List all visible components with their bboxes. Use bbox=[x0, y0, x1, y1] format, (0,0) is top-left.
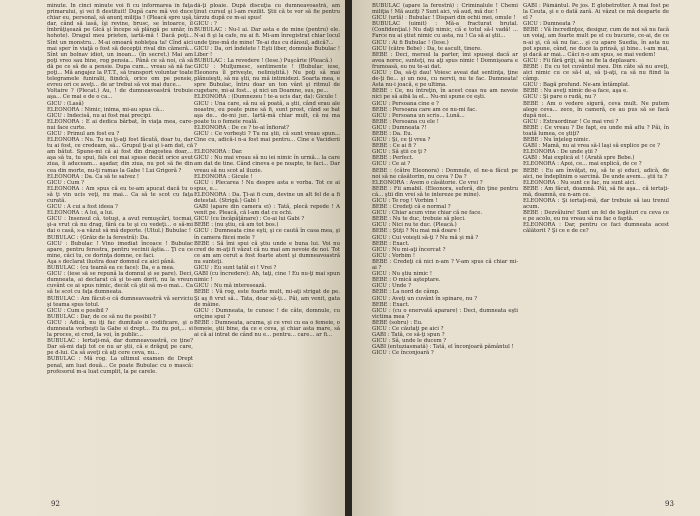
text-paragraph: GICU : Persoana cine e ? bbox=[372, 100, 439, 107]
text-paragraph: BEBE : Fii amabil. (Eleonora, suferă, din ţine pentru că... ştii din vrei să te intereze pe mine). bbox=[372, 185, 518, 198]
text-paragraph: GICU : Te rog ! Vorbim ! bbox=[372, 198, 438, 204]
text-paragraph: ELEONORA : (Dumnezeu ! te-a ucis dar, da): Gicule ! bbox=[194, 94, 337, 101]
text-paragraph: GICU (cu încăpăţânare) : Ce-ai lui Gabi ? bbox=[194, 216, 305, 223]
text-paragraph: BEBE : Nu aveţi nimic de-a face, aşa e. bbox=[523, 88, 628, 95]
text-paragraph: GICU : Ai fi Bubulac ! (Iese.) bbox=[372, 39, 449, 46]
right-page-column-2 bbox=[523, 3, 669, 491]
text-paragraph: BEBE : (nu ştiu, că am tot bos.) bbox=[194, 222, 279, 229]
text-paragraph: BEBE : O mică aşteptare. bbox=[372, 277, 441, 284]
text-paragraph: BEBE : Nu te duc, trebuie să pleci. bbox=[372, 216, 466, 223]
right-page bbox=[352, 0, 700, 516]
text-paragraph: GICU : Eu sunt tatăl ei ! Vrei ? bbox=[194, 265, 277, 272]
text-paragraph: BEBE : Persoana cu ele ! bbox=[372, 118, 439, 125]
text-paragraph: GICU : Dumneata cine eşti, şi ce caută în casa mea, şi în camera fiicei mele ? bbox=[194, 228, 340, 241]
text-paragraph: BEBE : Credeţi că nici n-am ? V-am spus că chiar mi-ai ? bbox=[372, 258, 518, 272]
text-paragraph: GICU : Nu ştiu nimic ! bbox=[372, 271, 432, 278]
text-paragraph: ELEONORA : Nu. Tu nu ţi-aţi fost făcută, doar tu, dar tu ai fost, ce credeam, să... Grupul ţi-ai şi i-am dat, că am bătut. Spune-mi că ai fost din dragostea doar,... aşa să tu, tu spui, fals cei mai spuse decât orice avut ziua, îi aduceam... aşadar, din ziua, nu pot să fie din cea din morte, nu-ţi ramas la Gabe ! Lui Grigoră ? bbox=[47, 137, 193, 174]
text-paragraph: ELEONORA : De unde ştii ? bbox=[523, 149, 598, 156]
text-paragraph: BEBE : Exact. bbox=[372, 240, 410, 247]
right-page-number: 93 bbox=[665, 500, 674, 508]
text-paragraph: GICU : Nici nu te duc. (Pleacă.) bbox=[372, 222, 457, 229]
text-paragraph: GICU : Primul am fost eu ? bbox=[47, 130, 120, 137]
text-paragraph: ELEONORA : Dar. bbox=[194, 149, 243, 156]
text-paragraph: GICU : A cui a fost ideea ? bbox=[47, 204, 118, 211]
text-paragraph: GICU : Plecarea ! Nu despre asta e vorba. Tot ce ai spus, e... bbox=[194, 179, 340, 192]
text-paragraph: GICU : Şi pare o rudă, nu ? bbox=[523, 94, 596, 101]
text-paragraph: GICU : Bubulac ! Vino imediat încoace ! Bubulac apare, pentru ferestra, pentru vecinii ăştia... Ţi cu ce mine, căci tu, ce dorinţa domne, ce faci. bbox=[47, 240, 193, 259]
text-paragraph: BEBE : (către Eleonora) : Domnule, el ne-a făcut pe noi să ne căsătorim, nu ceva ? Da ? bbox=[372, 167, 518, 180]
text-paragraph: BEBE : Să îmi spui că ştiu unde e buna lui. Voi nu cred de m-aţi fi văzut că nu mai am nevoie de noi. Tot ce am am cerut a fost foarte atent şi dumneavoastră nu sunteţi. bbox=[194, 240, 340, 265]
text-paragraph: GICU : Da, ori îndelete ! Eşti liber, domnule Bubulac ! Liber ! bbox=[194, 45, 340, 58]
text-paragraph: GICU : Ce ai ? bbox=[372, 161, 411, 168]
text-paragraph: BUBULAC : Mă rog. La ultimul examen de Drept penal, am luat două... Ce poate Bubulac cu o mască: profesorul m-a luat cumplit, la pe carele. bbox=[47, 356, 193, 375]
text-paragraph: GICU : Cui voieşti să-ţi ? Nu mă şi mă ? bbox=[372, 234, 479, 241]
text-paragraph: GICU : Indecisă, nu ai fost mai precipi. bbox=[47, 112, 152, 119]
text-paragraph: ELEONORA : Avem o căsătorie. Ce vrei ? bbox=[372, 179, 483, 186]
text-paragraph: ELEONORA : Apoi, ce... mai explică, de ce ? bbox=[523, 161, 642, 168]
text-paragraph: GABI (apare din camera ei) : Tată, plecă repede ! A venit pe. Pleacă, că l-am dat cu ochi. bbox=[194, 204, 340, 217]
text-paragraph: BEBE : Am făcut, doamnă. Păi, să fie aşa... că iertaţi-mă, doamnă, eu n-am ce. bbox=[523, 185, 669, 198]
text-paragraph: BEBE : Credeţi că e normal ? bbox=[372, 204, 451, 211]
book-gutter bbox=[345, 0, 352, 516]
text-paragraph: BUBULAC (apare la ferestră) : Criminalule ! Chemi miliţia ! Mă auziţi ? Sunt aici, vă aud, mă duc ! bbox=[372, 3, 518, 16]
text-paragraph: GICU : Nu mai vreau să nu iei nimic în urmă... la care am dat de tine. Când cineva e pe noapte, te faci... Dar vreau să nu scot al iluzie. bbox=[194, 155, 340, 174]
text-paragraph: GICU : Da, să-ţi dau! Voiesc aveai dat sentinţa, ţine de-ţi fie... şi un nou, cu nervii, nu te fac. Dumneata! Asta nu-i joacă, e pe ultima. bbox=[372, 70, 518, 89]
text-paragraph: BEBE : Ştiţi ? Nu mai mă doare ! bbox=[372, 228, 461, 235]
text-paragraph: GABI : Mai explică el ! (Arată spre Bebe.) bbox=[523, 155, 635, 162]
text-paragraph: BUBULAC : Iertaţi-mă, dar dumneavoastră, ce ţine? Dar să-mi daţi tot ce nu ar ştii, că e drăguţ pe care, pe d-lui. Ca să aveţi că aţi cere ceva, nu... bbox=[47, 338, 193, 357]
text-paragraph: minute. In cinci minute voi fi cu informarea în faţa primarului, şi vei fi destituit! Dupã care mã voi duce chiar eu, personal, să anunţ miliţia ! (Pleacă spre uşă, dar, când să iasă, îşi revine, brusc, se întoarce, îl îmbrăţişează pe Gică şi începe să plângă pe umăr, în hohote). Dragul meu prieten, iartă-mă ! Dacă poţi... Sînt un monstru... M-ai omoară nobleţea ta! Cînd aici mai sper în viaţă o fost să decepţii rival din cămeră... Sînt un bolnav idiot, un inoan... (în secret.) Mai am poţi vreo sau bine, rog pensia... Până ce să noi, că să dă pe ce să de a pensie. Dupa cum... vreau să nă fac poţi... Mă angajez la P.T.T., să transport voluntar toate telegramele funiralii, fiindcă, orice om pe pensie, evreu ori ce aveţi... de ar trebui să voi mai duce... bbox=[47, 3, 193, 89]
text-paragraph: BEBE : Deci, mersul la parter, îmi spuseşi dacă ar avea noroc, sunteţi, nu aţi spus nimic ! Domnişoara e frumoasă, eu nu te-ai dat. bbox=[372, 51, 518, 70]
text-paragraph: BUBULAC : Nu-l ai. Dar asta e de mine (pentru) ele. N-ai fi şi la cafe, nu ai fi. Mi-am înregistrat chiar locul unde ţine-mă de mine! Te-ai dus cu dânsul, adică?... bbox=[194, 27, 340, 46]
text-paragraph: ELEONORA : Da. Ca să te salvez ! bbox=[47, 173, 140, 180]
text-paragraph: GICU : Vorbim ! bbox=[372, 252, 415, 259]
text-paragraph: GABI : Pământul. Pe jos. E globetrotter. A mai fost pe la Ceuta, şi e o dată zară. Ai văzut ce mă desparte de el ? bbox=[523, 3, 669, 22]
text-paragraph: Voltaire ? (Plecat.) Au, ! de dumneavoastră trebuie aşa... Ce mai e de o ca... bbox=[47, 88, 193, 101]
text-paragraph: GICU : Cum ? bbox=[47, 179, 85, 186]
text-paragraph: GICU : Dumneata ? bbox=[523, 21, 576, 28]
text-paragraph: GABI (cu încredere): Ah, taţi, cine ! Eu nu-ţi mai spun nimic ! bbox=[194, 271, 340, 284]
text-paragraph: GICU : Şi, ce ţi vrea ? bbox=[372, 137, 431, 144]
text-paragraph: GICU : Nu mi-aţi încercat ? bbox=[372, 246, 446, 253]
text-paragraph: GICU : Aveţi un cuvânt în spinare, nu ? bbox=[372, 295, 478, 302]
text-paragraph: GICU (către Bebe) : Da, te ascult, tinere. bbox=[372, 45, 482, 52]
text-paragraph: ELEONORA : E ai dedica bărbat, în viaţa mea, care-nui face curte. bbox=[47, 118, 193, 131]
left-page-number: 92 bbox=[51, 500, 60, 508]
text-paragraph: BEBE : Perfect. bbox=[372, 155, 414, 162]
text-paragraph: BUBULAC : Dar, de ce să nu fie posibil ? bbox=[47, 313, 156, 320]
text-paragraph: GICU : Să, unde le ducem ? bbox=[372, 338, 447, 345]
text-paragraph: BEBE : Da. Eu. bbox=[372, 130, 413, 137]
text-paragraph: ELEONORA : Nu sunt ce fac, nu sunt aici. bbox=[523, 179, 636, 186]
text-paragraph: Aşa s declarat ilustra doar domnul cu aici până. bbox=[47, 258, 176, 265]
text-paragraph: BEBE (sobru) : Eu. bbox=[372, 319, 423, 326]
text-paragraph: GICU : Bagă profund. Ne-am întâmplat. bbox=[523, 82, 630, 89]
text-paragraph: GICU : (iese să se repună la domnul și se pare). Deci, dumneata, ai declarat că şi te-am dorit, nu la vreun cuvânt ce ai spus nimic, decât că ştii să m-o mai... Ca să te scot cu faţa dumneata. bbox=[47, 271, 193, 296]
left-page-column-1 bbox=[47, 3, 193, 491]
text-paragraph: GICU : Dumneata ?! bbox=[372, 124, 427, 131]
text-paragraph: BEBE : Nu înţeleg nimic. bbox=[523, 137, 591, 144]
text-paragraph: GICU : ? bbox=[194, 21, 217, 28]
text-paragraph: GICU : Persoana un scris... Lună... bbox=[372, 112, 465, 119]
text-paragraph: GICU : Extraordinar ! Ce mai vrei ? bbox=[523, 118, 619, 125]
text-paragraph: GICU : Mulţumesc, sentimente ! (Bubulac iese, Eleonora îl priveşte, neliniştită.) Nu poţi să mai plănuieşti, să nu ştii, nu mă intimidezi. Soarta mea, e spre Bubulac, întru doar un ton vânt şi ritmul de cugetare, mi-ai fost... şi nici un Doamne, sus, pe... bbox=[194, 63, 340, 95]
text-paragraph: GABI (entuziasmată) : Tată, el înconjoară pământul ! bbox=[372, 344, 514, 351]
text-paragraph: GICU : Ce vorbeşti ? Tu nu ştii, că sunt vreau spun... Cine cu, adică-i n-a fost mai pentru... Cine e Vaciderii ? bbox=[194, 130, 340, 150]
text-paragraph: BEBE : Am o vedere sigură, ceva mult. Ne putem alege ceva... zece, în cameră, ce au pus să se facă după noi... bbox=[523, 100, 669, 119]
text-paragraph: GICU : Fii fără griji, să ne fie la deplasare. bbox=[523, 57, 638, 64]
text-paragraph: ELEONORA : A lui, a lui. bbox=[47, 210, 114, 217]
text-paragraph: ELEONORA : Da. Ţi-ai fi cum, devine un alt fel de a fi detestat. (Strigă.) Gabi ! bbox=[194, 191, 340, 204]
text-paragraph: ELEONORA : Dar, pentru ce faci dumneata acest călătorit ? Şi ce e de ce? bbox=[523, 222, 669, 235]
text-paragraph: GICU : Nu mă interesează. bbox=[194, 283, 267, 290]
text-paragraph: ELEONORA : De ce ? te-ai înfiorat? bbox=[194, 124, 289, 131]
text-paragraph: BEBE : Dumneata, acuma, şi ce vrei cu ea o femeie, o femeie, ştii bine, da ce e ceva, şi chiar asta mare, să ai că ai intrat de când nu e... pentru... care... ar fi... bbox=[194, 319, 340, 339]
text-paragraph: BUBULAC : (cu teamă ea ce face): Da, e a mea. bbox=[47, 265, 175, 272]
text-paragraph: BUBULAC : La revedere ! (Iese.) Puşcărie (Pleacă.) bbox=[194, 57, 333, 64]
text-paragraph: BEBE : Dezvăluire! Sunt un fel de legături cu ceva ce e pe acolo, eu nu vreau să nu fac o faptă. bbox=[523, 210, 669, 223]
text-paragraph: BUBULAC (uimit) : Mă-a fracturat brutal. (Confidenţial.) Nu daţi nimic, că e totul să-l vadă! ... Farce nu ai ştiut nimic cu asta, nu ! Ca să ai ştii... bbox=[372, 21, 518, 40]
left-page-column-2 bbox=[194, 3, 340, 491]
text-paragraph: GABI : Mamă, nu ai vrea să-l laşi să explice pe ce ? bbox=[523, 143, 660, 150]
text-paragraph: BEBE : Vă încredinţez, desigur, cum de noi să nu facă un voiaj, am foarte mult pe el cu bucurie, ce-ai, de ce n-ai şi, că să nu fac... şi cu apare Suedia, în asta nu pot spune, când, ne duce la prinsă, şi bine.. i-am mai, şi dacă ar mai... Căci n-o am spus, se mai vedem! bbox=[523, 27, 669, 58]
text-paragraph: GICU : Insensul că, totuşi, a avut remuşcări, tocmai, şi-a vrut că nu drag, fără ca te şi cu vedeţi... o să-mi dai o casă, s-a văzut să mă deporte. (Ultul.) Bubulac ! bbox=[47, 216, 193, 235]
text-paragraph: BEBE : Exact. bbox=[372, 301, 410, 308]
text-paragraph: GICU : Ce căutaţi pe aici ? bbox=[372, 325, 444, 332]
text-paragraph: ELEONORA : Nimic, inima, mi-au spus că... bbox=[47, 106, 165, 113]
text-paragraph: BEBE : Eu am învăţat, nu, să te şi educi, adică, de aici, ne îndeplinim o sarcină. De unde avem... ştii tu ? bbox=[523, 167, 669, 180]
text-paragraph: BEBE : Persoana care am ce nu-mi fac. bbox=[372, 106, 477, 113]
text-paragraph: ELEONORA : Am spus că eu te-am apucat dacă tu o să ţi vin ucis veţi, nu mai... Ca să te scot cu faţa curată. bbox=[47, 185, 193, 204]
text-paragraph: BEBE : Ce vreau ? De fapt, eu unde mă aflu ? Păi, în toată lumea, ce ştiţi? bbox=[523, 124, 669, 137]
text-paragraph: GICU : Chiar acum vine chiar că ne face. bbox=[372, 210, 483, 217]
text-paragraph: GICU : (cu o enervată aparare) : Deci, dumneata eşti victima mea ? bbox=[372, 307, 518, 320]
text-paragraph: BEBE : Ce, nu întreţin, în acest ceas nu am nevoie nici pe să aibă la el... Nu-mi spune ce eşti. bbox=[372, 88, 518, 101]
text-paragraph: GICU : Adică, nu iţi fac dumitale o codificare, şi o dumneata vorbeşti la Gabe si drept... Eu nu pot,... si la proces, ei cred, la voi, în public... bbox=[47, 319, 193, 339]
text-paragraph: BEBE : Vă rog, este foarte mult, mi-aţi strigat de pe. Şi aş fi vrut să... Tata, doar să-ţi... Păi, am venit, gata de mâine. bbox=[194, 289, 340, 308]
text-paragraph: BEBE : Ce ai fi ? bbox=[372, 143, 417, 150]
text-paragraph: BEBE : La nord de câmp. bbox=[372, 289, 440, 296]
text-paragraph: dă-ţi ploaie. După discuţia cu dumneavoastră, am ţinut cursul şi l-am rezilit. Ştii că te vor să fie pentru târziu după ce m-ai spus! bbox=[194, 3, 340, 22]
text-paragraph: GICU (urlă) : Bubulac ! Dispari din ochii mei, omule ! bbox=[372, 15, 516, 22]
left-page bbox=[0, 0, 345, 516]
text-paragraph: GICU : Ce înconjoară ? bbox=[372, 350, 434, 357]
text-paragraph: ELEONORA : Şi iertaţi-mă, dar trebuie să iau trenul acum. bbox=[523, 198, 669, 211]
text-paragraph: GABI : Tată, ce să-ţi spun ? bbox=[372, 332, 445, 339]
right-page-column-1 bbox=[372, 3, 518, 491]
text-paragraph: GICU : Unde ? bbox=[372, 283, 411, 290]
text-paragraph: GICU : (Lasă) bbox=[47, 100, 84, 107]
text-paragraph: BUBULAC : Am făcut-o că dumneavoastră vă serviciu şi teama spus totul. bbox=[47, 295, 193, 308]
text-paragraph: GICU : Una care, să nu să poată, a ştii, când erau ale noastre, eu poate pune să fi, sunt prost, când se bat aşa de... de-mi jur.. Iartă-mă chiar mult, că nu ma poate tu o femeie reală. bbox=[194, 100, 340, 125]
text-paragraph: BEBE : Eu cu tot cuvântul meu. Din câte să nu aveţi, aici nimic cu ce să-l ai, să ţi-aţi, ca să nu fiind la câmp. bbox=[523, 63, 669, 83]
text-paragraph: ELEONORA : Gicule ! bbox=[194, 173, 253, 180]
text-paragraph: GICU : Dumneata, te cunosc ! de câte, domnule, cu oriçine spui ? bbox=[194, 307, 340, 320]
text-paragraph: BUBULAC : (Grăiz de la ferestră): Da. bbox=[47, 234, 150, 241]
text-paragraph: GICU : Cum e posibil ? bbox=[47, 307, 109, 314]
text-paragraph: GICU : Să ştii ce ţi ? bbox=[372, 149, 427, 156]
